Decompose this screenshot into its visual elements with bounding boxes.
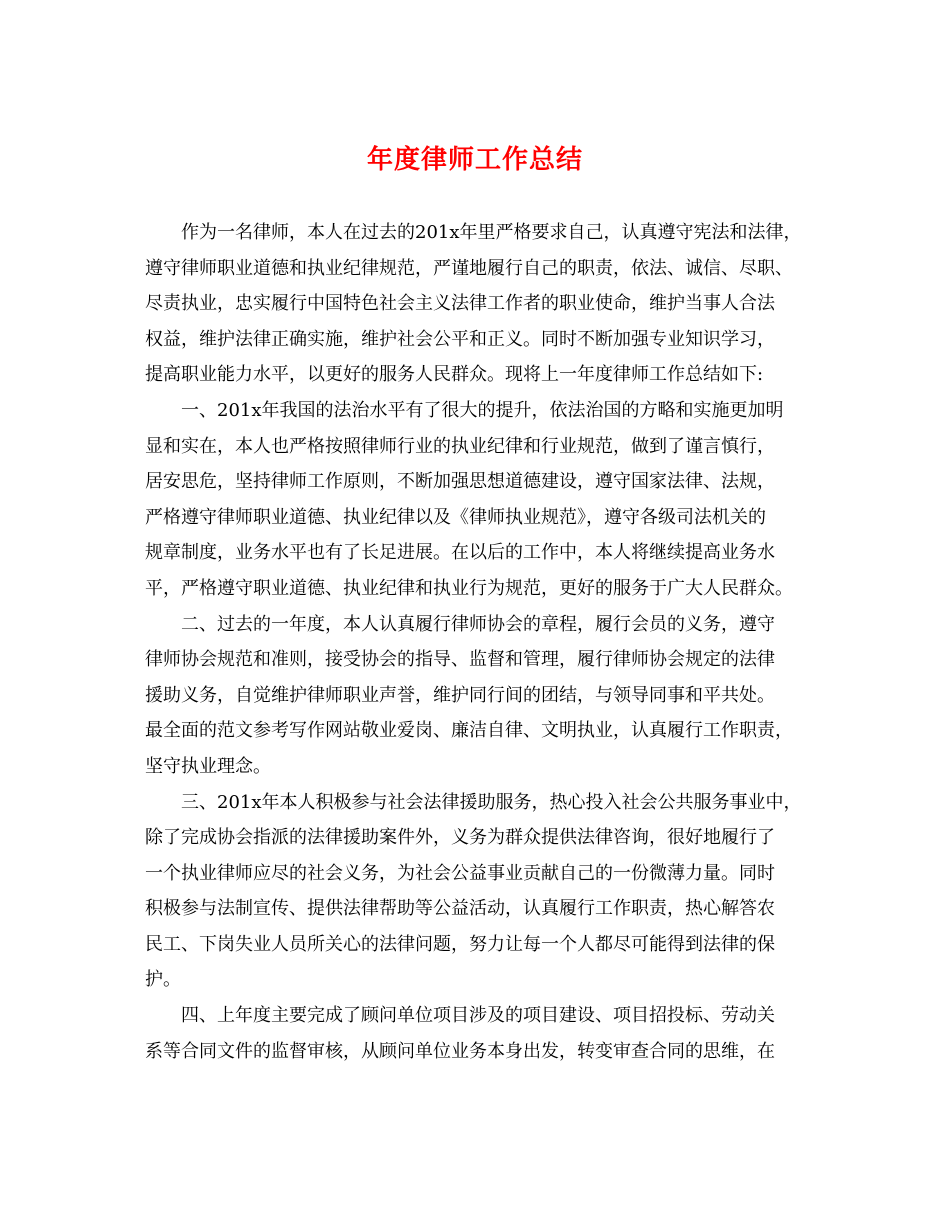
text-line: 作为一名律师，本人在过去的201x年里严格要求自己，认真遵守宪法和法律， xyxy=(181,222,802,243)
text-line: 权益，维护法律正确实施，维护社会公平和正义。同时不断加强专业知识学习， xyxy=(145,328,775,350)
text-line: 严格遵守律师职业道德、执业纪律以及《律师执业规范》，遵守各级司法机关的 xyxy=(145,506,766,528)
text-line: 提高职业能力水平，以更好的服务人民群众。现将上一年度律师工作总结如下: xyxy=(145,364,764,386)
text-line: 三、201x年本人积极参与社会法律援助服务，热心投入社会公共服务事业中， xyxy=(181,791,802,813)
document-title: 年度律师工作总结 xyxy=(366,145,583,175)
text-line: 积极参与法制宣传、提供法律帮助等公益活动，认真履行工作职责，热心解答农 xyxy=(145,898,775,920)
text-line: 除了完成协会指派的法律援助案件外，义务为群众提供法律咨询，很好地履行了 xyxy=(145,827,775,849)
text-line: 居安思危，坚持律师工作原则，不断加强思想道德建设，遵守国家法律、法规， xyxy=(145,471,775,493)
text-line: 遵守律师职业道德和执业纪律规范，严谨地履行自己的职责，依法、诚信、尽职、 xyxy=(145,257,793,279)
text-line: 二、过去的一年度，本人认真履行律师协会的章程，履行会员的义务，遵守 xyxy=(181,613,775,635)
text-line: 一个执业律师应尽的社会义务，为社会公益事业贡献自己的一份微薄力量。同时 xyxy=(145,862,775,884)
text-line: 尽责执业，忠实履行中国特色社会主义法律工作者的职业使命，维护当事人合法 xyxy=(145,293,775,315)
text-line: 律师协会规范和准则，接受协会的指导、监督和管理，履行律师协会规定的法律 xyxy=(145,649,775,671)
text-line: 一、201x年我国的法治水平有了很大的提升，依法治国的方略和实施更加明 xyxy=(181,399,784,421)
text-line: 规章制度，业务水平也有了长足进展。在以后的工作中，本人将继续提高业务水 xyxy=(145,542,775,564)
text-line: 护。 xyxy=(145,969,181,991)
text-line: 最全面的范文参考写作网站敬业爱岗、廉洁自律、文明执业，认真履行工作职责， xyxy=(145,720,793,742)
document-body xyxy=(145,215,811,1069)
text-line: 坚守执业理念。 xyxy=(145,755,271,777)
text-line: 显和实在，本人也严格按照律师行业的执业纪律和行业规范，做到了谨言慎行， xyxy=(145,435,775,457)
text-line: 援助义务，自觉维护律师职业声誉，维护同行间的团结，与领导同事和平共处。 xyxy=(145,684,775,706)
text-line: 系等合同文件的监督审核，从顾问单位业务本身出发，转变审查合同的思维，在 xyxy=(145,1040,775,1062)
text-line: 平，严格遵守职业道德、执业纪律和执业行为规范，更好的服务于广大人民群众。 xyxy=(145,577,793,599)
text-line: 四、上年度主要完成了顾问单位项目涉及的项目建设、项目招投标、劳动关 xyxy=(181,1005,775,1027)
text-line: 民工、下岗失业人员所关心的法律问题，努力让每一个人都尽可能得到法律的保 xyxy=(145,933,775,955)
